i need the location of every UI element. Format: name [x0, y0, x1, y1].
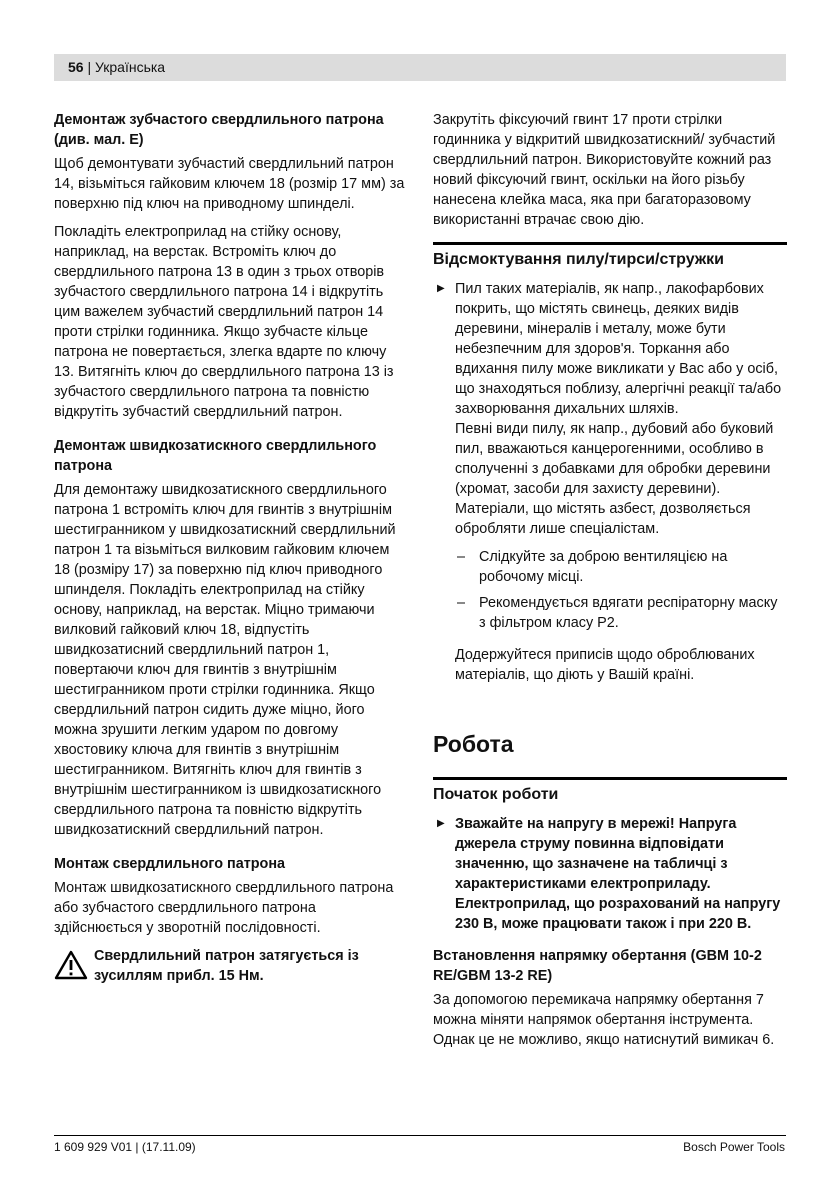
paragraph: Монтаж швидкозатискного свердлильного патрона або зубчастого свердлильного патрона здійснюється у зворотній послідовності. [54, 880, 394, 936]
dash-text: Рекомендується вдягати респіраторну маску з фільтром класу P2. [479, 595, 778, 631]
heading-starting-operation: Початок роботи [433, 777, 787, 806]
page-number: 56 [68, 59, 84, 75]
bullet-text: Пил таких матеріалів, як напр., лакофарбових покрить, що містять свинець, деяких видів деревини, мінералів і металу, може бути небезпечним для здоров'я. Торкання або вдихання пилу може викликати у Вас або у осіб, що знаходяться поблизу, алергічні реакції та/або захворювання дихальних шляхів. [455, 281, 782, 417]
heading-remove-toothed-chuck: Демонтаж зубчастого свердлильного патрона (див. мал. E) [54, 112, 384, 148]
paragraph: Додержуйтеся приписів щодо оброблюваних матеріалів, що діють у Вашій країні. [455, 647, 755, 683]
dash-marker: – [457, 549, 466, 565]
warning-text: Свердлильний патрон затягується із зусиллям прибл. 15 Нм. [94, 948, 359, 984]
heading-dust-extraction: Відсмоктування пилу/тирси/стружки [433, 242, 787, 271]
footer-divider [54, 1135, 786, 1136]
right-column [433, 110, 787, 1058]
paragraph: Покладіть електроприлад на стійку основу, наприклад, на верстак. Встроміть ключ до свердлильного патрона 13 в один з трьох отворів зубчастого свердлильного патрона 14 і відкрутіть цим важелем зубчастий свердлильний патрон 14 проти стрілки годинника. Якщо зубчасте кільце патрона не повертається, злегка вдарте по ключу 13. Витягніть ключ до свердлильного патрона 13 із зубчастого свердлильного патрона та повністю відкрутіть зубчастий свердлильний патрон. [54, 224, 394, 420]
warning-note [54, 946, 408, 986]
bullet-text: Певні види пилу, як напр., дубовий або буковий пил, вважаються канцерогенними, особливо в сполученні з добавками для обробки деревини (хромат, засоби для захисту деревини). Матеріали, що містять азбест, дозволяється обробляти лише спеціалістам. [455, 421, 774, 537]
warning-triangle-icon [54, 950, 88, 980]
page-header [54, 54, 786, 81]
left-column [54, 110, 408, 986]
dash-marker: – [457, 595, 466, 611]
heading-remove-keyless-chuck: Демонтаж швидкозатискного свердлильного патрона [54, 438, 377, 474]
footer-doc-number: 1 609 929 V01 | (17.11.09) [54, 1140, 196, 1154]
paragraph: За допомогою перемикача напрямку обертання 7 можна міняти напрямок обертання інструмента. Однак це не можливо, якщо натиснутий вимикач 6. [433, 992, 775, 1048]
list-item [433, 593, 787, 633]
bullet-text: Зважайте на напругу в мережі! Напруга джерела струму повинна відповідати значенню, що зазначене на табличці з характеристиками електроприладу. Електроприлад, що розрахований на напругу 230 В, може працювати також і при 220 В. [455, 816, 781, 932]
list-item [433, 547, 787, 587]
paragraph: Для демонтажу швидкозатискного свердлильного патрона 1 встроміть ключ для гвинтів з внутрішнім шестигранником у швидкозатискний свердлильний патрон 1 та візьміться вилковим гайковим ключем 18 (розміру 17) за поверхню під ключ приводного шпинделя. Покладіть електроприлад на стійку основу, наприклад, на верстак. Міцно тримаючи вилковий гайковий ключ 18, відпустіть швидкозатисний свердлильний патрон 1, повертаючи ключ для гвинтів з внутрішнім шестигранником проти стрілки годинника. Якщо свердлильний патрон сидить дуже міцно, його можна зрушити легким ударом по довгому хвостовику ключа для гвинтів з внутрішнім шестигранником. Витягніть ключ для гвинтів з внутрішнім шестигранником із швидкозатискного свердлильного патрона та повністю відкрутіть швидкозатискний свердлильний патрон. [54, 482, 396, 838]
header-separator: | [83, 59, 95, 75]
dash-text: Слідкуйте за доброю вентиляцією на робочому місці. [479, 549, 728, 585]
paragraph: Закрутіть фіксуючий гвинт 17 проти стрілки годинника у відкритий швидкозатискний/ зубчастий свердлильний патрон. Використовуйте кожний раз новий фіксуючий гвинт, оскільки на його різьбу нанесена клейка маса, яка при багаторазовому використанні втрачає свою дію. [433, 112, 776, 228]
bullet-triangle-icon: ▶ [437, 818, 445, 829]
heading-rotation-direction: Встановлення напрямку обертання (GBM 10-2 RE/GBM 13-2 RE) [433, 948, 762, 984]
footer-brand: Bosch Power Tools [683, 1140, 785, 1154]
heading-mount-chuck: Монтаж свердлильного патрона [54, 856, 286, 872]
bullet-triangle-icon: ▶ [437, 283, 445, 294]
paragraph: Щоб демонтувати зубчастий свердлильний патрон 14, візьміться гайковим ключем 18 (розмір 17 мм) за поверхню під ключ на приводному шпинделі. [54, 156, 405, 212]
section-title-operation: Робота [433, 731, 514, 757]
list-item [433, 279, 787, 539]
header-language: Українська [95, 59, 166, 75]
list-item [433, 814, 787, 934]
